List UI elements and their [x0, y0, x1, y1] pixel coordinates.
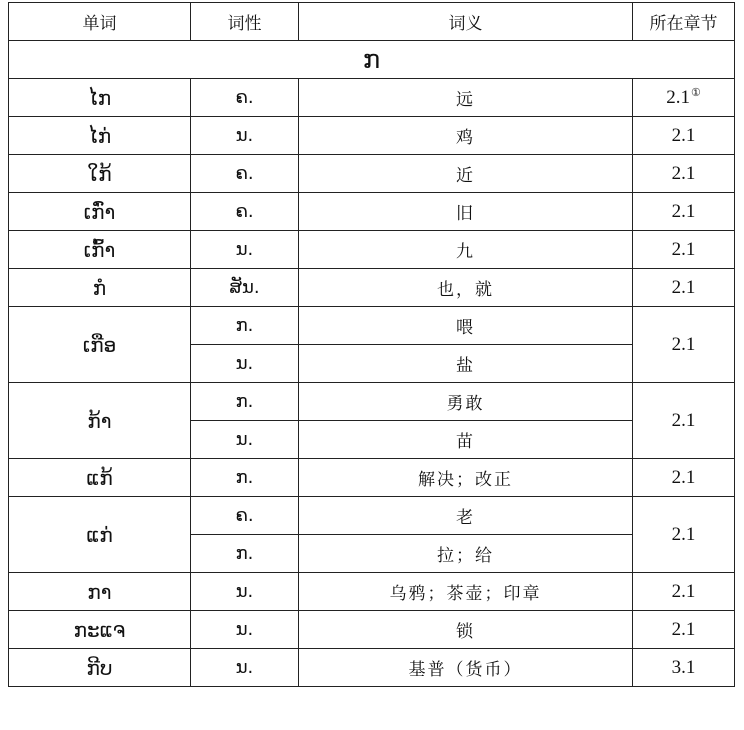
meaning-cell: 勇敢	[299, 383, 633, 421]
table-row	[9, 383, 735, 421]
pos-cell: ກ.	[191, 383, 299, 421]
pos-cell: ນ.	[191, 573, 299, 611]
table-row	[9, 459, 735, 497]
table-row	[9, 497, 735, 535]
chapter-cell: 2.1	[633, 383, 735, 459]
chapter-cell	[633, 79, 735, 117]
table-row	[9, 649, 735, 687]
pos-cell: ນ.	[191, 421, 299, 459]
chapter-cell: 3.1	[633, 649, 735, 687]
meaning-cell: 远	[299, 79, 633, 117]
pos-cell: ຄ.	[191, 155, 299, 193]
table-row	[9, 79, 735, 117]
meaning-cell: 苗	[299, 421, 633, 459]
table-row	[9, 231, 735, 269]
footnote-mark: ①	[690, 87, 701, 99]
pos-cell: ນ.	[191, 649, 299, 687]
word-cell: ເກືອ	[9, 307, 191, 383]
chapter-cell: 2.1	[633, 231, 735, 269]
meaning-cell: 九	[299, 231, 633, 269]
meaning-cell: 也，就	[299, 269, 633, 307]
table-row	[9, 269, 735, 307]
chapter-cell: 2.1	[633, 117, 735, 155]
word-cell: ກໍ	[9, 269, 191, 307]
pos-cell: ສັນ.	[191, 269, 299, 307]
chapter-cell: 2.1	[633, 611, 735, 649]
chapter-cell: 2.1	[633, 307, 735, 383]
meaning-cell: 基普（货币）	[299, 649, 633, 687]
chapter-cell: 2.1	[633, 459, 735, 497]
vocabulary-table	[8, 2, 735, 687]
chapter-value: 2.1	[666, 87, 690, 108]
pos-cell: ນ.	[191, 117, 299, 155]
meaning-cell: 解决；改正	[299, 459, 633, 497]
meaning-cell: 喂	[299, 307, 633, 345]
section-row	[9, 41, 735, 79]
pos-cell: ຄ.	[191, 193, 299, 231]
word-cell: ກີບ	[9, 649, 191, 687]
meaning-cell: 乌鸦；茶壶；印章	[299, 573, 633, 611]
pos-cell: ຄ.	[191, 79, 299, 117]
pos-cell: ນ.	[191, 345, 299, 383]
pos-cell: ກ.	[191, 535, 299, 573]
word-cell: ໃກ້	[9, 155, 191, 193]
table-row	[9, 307, 735, 345]
header-pos: 词性	[191, 3, 299, 41]
chapter-cell: 2.1	[633, 155, 735, 193]
chapter-cell: 2.1	[633, 269, 735, 307]
word-cell: ກະແຈ	[9, 611, 191, 649]
pos-cell: ນ.	[191, 231, 299, 269]
table-row	[9, 193, 735, 231]
meaning-cell: 老	[299, 497, 633, 535]
word-cell: ເກົ່າ	[9, 193, 191, 231]
table-row	[9, 611, 735, 649]
meaning-cell: 近	[299, 155, 633, 193]
table-row	[9, 573, 735, 611]
header-chapter: 所在章节	[633, 3, 735, 41]
word-cell: ໄກ	[9, 79, 191, 117]
pos-cell: ກ.	[191, 459, 299, 497]
meaning-cell: 盐	[299, 345, 633, 383]
meaning-cell: 鸡	[299, 117, 633, 155]
header-word: 单词	[9, 3, 191, 41]
meaning-cell: 锁	[299, 611, 633, 649]
pos-cell: ນ.	[191, 611, 299, 649]
chapter-cell: 2.1	[633, 497, 735, 573]
word-cell: ແກ່	[9, 497, 191, 573]
word-cell: ເກົ້າ	[9, 231, 191, 269]
chapter-cell: 2.1	[633, 573, 735, 611]
chapter-cell: 2.1	[633, 193, 735, 231]
pos-cell: ຄ.	[191, 497, 299, 535]
header-row	[9, 3, 735, 41]
word-cell: ໄກ່	[9, 117, 191, 155]
word-cell: ແກ້	[9, 459, 191, 497]
word-cell: ກາ	[9, 573, 191, 611]
meaning-cell: 旧	[299, 193, 633, 231]
meaning-cell: 拉；给	[299, 535, 633, 573]
pos-cell: ກ.	[191, 307, 299, 345]
header-meaning: 词义	[299, 3, 633, 41]
section-letter: ກ	[9, 41, 735, 79]
word-cell: ກ້າ	[9, 383, 191, 459]
table-row	[9, 155, 735, 193]
table-row	[9, 117, 735, 155]
